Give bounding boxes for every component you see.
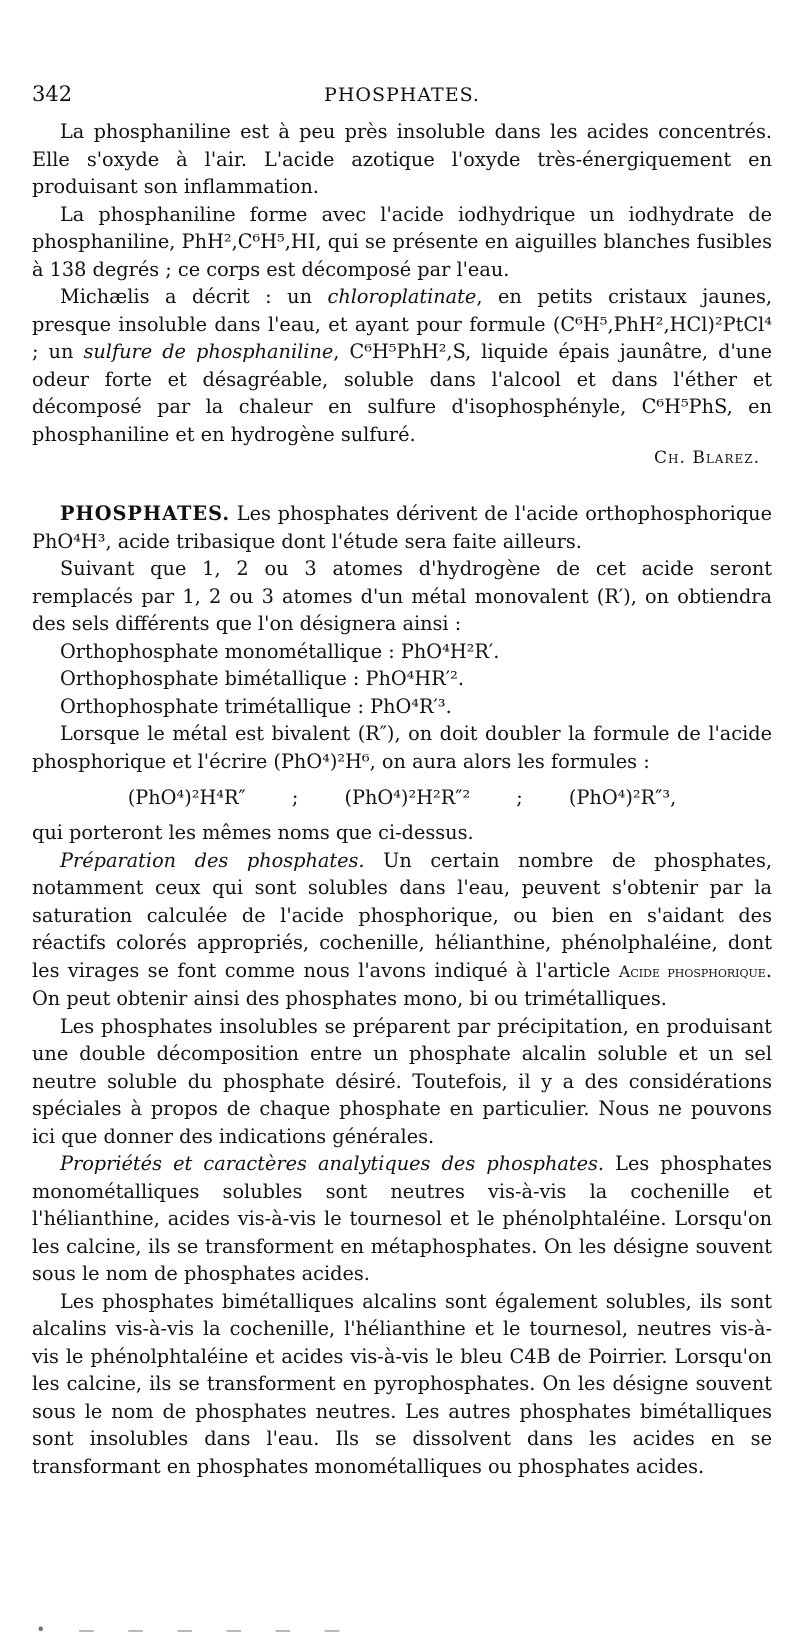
footer-dash-marks: • — — — — — — (36, 1620, 354, 1639)
text-run: Les phosphates monométalliques solubles sont neutres vis-à-vis la cochenille et l'hélianthine, acides vis-à-vis le tournesol et le phénolphtaléine. Lorsqu'on les calcine, ils se transforment en métaphosphates. On les désigne souvent sous le nom de phosphates acides. (32, 1152, 772, 1285)
text-run: Michælis a décrit : un (60, 285, 328, 308)
paragraph-substitution: Suivant que 1, 2 ou 3 atomes d'hydrogène de cet acide seront remplacés par 1, 2 ou 3 atomes d'un métal monovalent (R′), on obtiendra des sels différents que l'on désignera ainsi : (32, 557, 772, 635)
italic-term-sulfure: sulfure de phosphaniline (83, 340, 334, 363)
page-number: 342 (32, 82, 73, 106)
paragraph-insoluble: Les phosphates insolubles se préparent par précipitation, en produisant une double décomposition entre un phosphate alcalin soluble et un sel neutre soluble du phosphate désiré. Toutefois, il y a des considérations spéciales à propos de chaque phosphate en particulier. Nous ne pouvons ici que donner des indications générales. (32, 1014, 772, 1148)
paragraph-bivalent: Lorsque le métal est bivalent (R″), on doit doubler la formule de l'acide phosphorique et l'écrire (PhO⁴)²H⁶, on aura alors les formules : (32, 722, 772, 773)
author-signature: Ch. Blarez. (654, 448, 760, 468)
paragraph-bimetallic: Les phosphates bimétalliques alcalins sont également solubles, ils sont alcalins vis-à-vis la cochenille, l'hélianthine et le tournesol, neutres vis-à-vis le phénolphtaléine et acides vis-à-vis le bleu C4B de Poirrier. Lorsqu'on les calcine, ils se transforment en pyrophosphates. On les désigne souvent sous le nom de phosphates neutres. Les autres phosphates bimétalliques sont insolubles dans l'eau. Ils se dissolvent dans les acides en se transformant en phosphates monométalliques ou phosphates acides. (32, 1289, 772, 1478)
italic-heading-properties: Propriétés et caractères analytiques des phosphates. (60, 1152, 605, 1175)
paragraph-iodhydrate: La phosphaniline forme avec l'acide iodhydrique un iodhydrate de phosphaniline, PhH²,C⁶H⁵,HI, qui se présente en aiguilles blanches fusibles à 138 degrés ; ce corps est décomposé par l'eau. (32, 202, 772, 281)
book-page (32, 78, 772, 1639)
running-title: PHOSPHATES. (324, 84, 480, 106)
paragraph-phosphaniline-solubility: La phosphaniline est à peu près insoluble dans les acides concentrés. Elle s'oxyde à l'air. L'acide azotique l'oxyde très-énergiquement en produisant son inflammation. (32, 120, 772, 198)
orthophosphate-mono: Orthophosphate monométallique : PhO⁴H²R′. (60, 639, 500, 663)
paragraph-preparation (32, 847, 772, 1013)
cross-reference: Acide phosphorique (618, 961, 766, 981)
orthophosphate-bi: Orthophosphate bimétallique : PhO⁴HR′². (60, 667, 464, 690)
text-run: Un certain nombre de phosphates, notamment ceux qui sont solubles dans l'eau, peuvent s'obtenir par la saturation calculée de l'acide phosphorique, ou bien en s'aidant des réactifs colorés appropriés, cochenille, hélianthine, phénolphaléine, dont les virages se font comme nous l'avons indiqué à l'article (32, 848, 772, 982)
formula-line: (PhO⁴)²H⁴R″ ; (PhO⁴)²H²R″² ; (PhO⁴)²R″³, (127, 786, 677, 809)
text-run: . On peut obtenir ainsi des phosphates mono, bi ou trimétalliques. (32, 958, 772, 1010)
text-run: , en petits cristaux jaunes, presque insoluble dans l'eau, et ayant pour formule (C⁶H⁵,PhH²,HCl)²PtCl⁴ ; un (32, 285, 772, 363)
italic-term-chloroplatinate: chloroplatinate (327, 285, 477, 308)
paragraph-michaelis (32, 283, 772, 448)
text-run: , C⁶H⁵PhH²,S, liquide épais jaunâtre, d'une odeur forte et désagréable, soluble dans l'alcool et dans l'éther et décomposé par la chaleur en sulfure d'isophosphényle, C⁶H⁵PhS, en phosphaniline et en hydrogène sulfuré. (32, 340, 772, 446)
text-run: Les phosphates dérivent de l'acide orthophosphorique PhO⁴H³, acide tribasique dont l'étude sera faite ailleurs. (32, 502, 772, 553)
running-header (32, 78, 772, 118)
italic-heading-preparation: Préparation des phosphates. (60, 848, 365, 872)
orthophosphate-tri: Orthophosphate trimétallique : PhO⁴R′³. (60, 694, 452, 718)
section-heading: PHOSPHATES. (60, 502, 231, 525)
paragraph-properties (32, 1150, 772, 1288)
paragraph-same-names: qui porteront les mêmes noms que ci-dessus. (32, 821, 474, 844)
paragraph-phosphates-intro (32, 500, 772, 555)
